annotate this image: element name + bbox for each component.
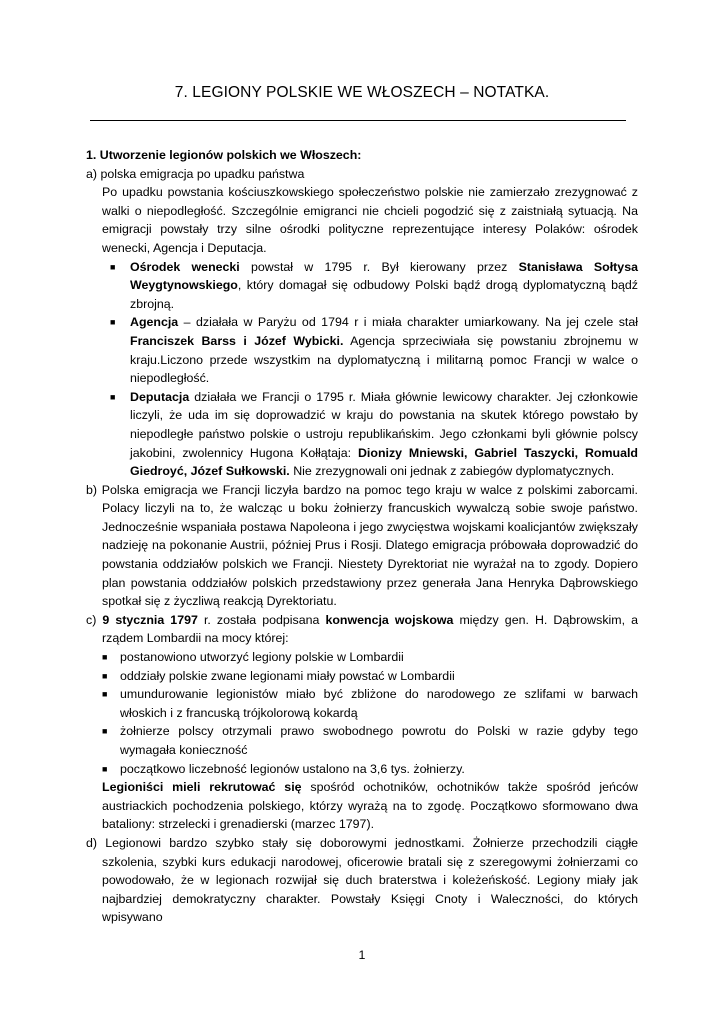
bold-term: Stanisława Sołtysa Weygtynowskiego bbox=[130, 259, 638, 293]
bold-term: Franciszek Barss i Józef Wybicki. bbox=[130, 333, 344, 348]
document-body bbox=[86, 146, 638, 927]
subsection-a-heading: a) polska emigracja po upadku państwa bbox=[86, 166, 305, 181]
subsection-c-continuation bbox=[86, 778, 638, 834]
list-text: działała we Francji o 1795 r. Miała głównie lewicowy charakter. Jej członkowie liczyli, że uda im się doprowadzić w kraju do powstania na skutek którego powstało by niepodległe państwo polskie o ustroju republikańskim. Jego członkami byli głównie polscy jakobini, zwolennicy Hugona Kołłątaja: bbox=[130, 389, 638, 460]
list-item bbox=[86, 685, 638, 722]
paragraph-text: r. została podpisana bbox=[197, 612, 326, 627]
list-item bbox=[86, 388, 638, 481]
list-item bbox=[86, 648, 638, 667]
list-text: powstał w 1795 r. Był kierowany przez bbox=[239, 259, 519, 274]
list-text: żołnierze polscy otrzymali prawo swobodnego powrotu do Polski w razie gdyby tego wymagała konieczność bbox=[120, 724, 638, 757]
list-item bbox=[86, 667, 638, 686]
bold-term: Agencja bbox=[130, 315, 179, 330]
list-text: – działała w Paryżu od 1794 r i miała charakter umiarkowany. Na jej czele stał bbox=[178, 315, 638, 330]
bold-term: Legioniści mieli rekrutować się bbox=[102, 780, 302, 795]
list-item bbox=[86, 258, 638, 314]
page-number: 1 bbox=[358, 948, 366, 962]
list-item bbox=[86, 760, 638, 779]
list-text: postanowiono utworzyć legiony polskie w Lombardii bbox=[120, 650, 404, 665]
list-text: początkowo liczebność legionów ustalono na 3,6 tys. żołnierzy. bbox=[120, 761, 465, 776]
square-bullet-icon: ■ bbox=[110, 391, 116, 402]
list-text: Agencja sprzeciwiała się powstaniu zbrojnemu w kraju.Liczono przede wszystkim na dyplomatyczną i militarną pomoc Francji w walce o niepodległość. bbox=[130, 333, 638, 386]
subsection-b-paragraph: b) Polska emigracja we Francji liczyła bardzo na pomoc tego kraju w walce z polskimi zaborcami. Polacy liczyli na to, że walcząc u boku żołnierzy francuskich wywalczą sobie swoje państwo. Jednocześnie wspaniała postawa Napoleona i jego zwycięstwa wojskami koalicjantów zwiększały nadzieję na pokonanie Austrii, później Prus i Rosji. Dlatego emigracja próbowała doprowadzić do powstania oddziałów polskich we Francji. Niestety Dyrektoriat nie wyrażał na to zgody. Dopiero plan powstania oddziałów polskich przedstawiony przez generała Jana Henryka Dąbrowskiego spotkał się z życzliwą reakcją Dyrektoriatu. bbox=[86, 482, 638, 609]
list-text: Nie zrezygnowali oni jednak z zabiegów dyplomatycznych. bbox=[289, 464, 615, 479]
page-title: 7. LEGIONY POLSKIE WE WŁOSZECH – NOTATKA. bbox=[174, 84, 550, 101]
list-item bbox=[86, 722, 638, 759]
square-bullet-icon: ■ bbox=[102, 652, 108, 663]
square-bullet-icon: ■ bbox=[102, 670, 108, 681]
bold-date: 9 stycznia 1797 bbox=[102, 612, 198, 627]
bold-term: konwencja wojskowa bbox=[325, 612, 454, 627]
subsection-c-paragraph bbox=[86, 611, 638, 648]
list-marker: c) bbox=[86, 612, 103, 627]
list-text: , który domagał się odbudowy Polski bądź drogą dyplomatyczną bądź zbrojną. bbox=[130, 278, 638, 311]
bold-term: Ośrodek wenecki bbox=[130, 259, 240, 274]
paragraph-text: spośród ochotników, ochotników także spośród jeńców austriackich pochodzenia polskiego, którzy wyrażą na to zgodę. Początkowo sformowano dwa bataliony: strzelecki i grenadierski (marzec 1797). bbox=[102, 780, 638, 832]
square-bullet-icon: ■ bbox=[102, 763, 108, 774]
square-bullet-icon: ■ bbox=[102, 726, 108, 737]
bold-term: Deputacja bbox=[130, 389, 190, 404]
list-text: oddziały polskie zwane legionami miały powstać w Lombardii bbox=[120, 668, 455, 683]
bold-term: Dionizy Mniewski, Gabriel Taszycki, Romuald Giedroyć, Józef Sułkowski. bbox=[130, 445, 638, 479]
subsection-a-paragraph: Po upadku powstania kościuszkowskiego społeczeństwo polskie nie zamierzało zrezygnować z walki o niepodległość. Szczególnie emigranci nie chcieli pogodzić się z zaistniałą sytuacją. Na emigracji powstały trzy silne ośrodki polityczne reprezentujące interesy Polaków: ośrodek wenecki, Agencja i Deputacja. bbox=[102, 185, 638, 255]
square-bullet-icon: ■ bbox=[110, 317, 116, 328]
section-heading: 1. Utworzenie legionów polskich we Włoszech: bbox=[86, 148, 362, 162]
subsection-d-paragraph: d) Legionowi bardzo szybko stały się doborowymi jednostkami. Żołnierze przechodzili ciągłe szkolenia, szybki kurs edukacji narodowej, oficerowie bratali się z szeregowymi żołnierzami co powodowało, że w legionach rozwijał się duch braterstwa i koleżeńskość. Legiony miały jak najbardziej demokratyczny charakter. Powstały Księgi Cnoty i Waleczności, do których wpisywano bbox=[86, 835, 638, 925]
list-item bbox=[86, 313, 638, 387]
title-underline bbox=[90, 120, 626, 121]
square-bullet-icon: ■ bbox=[110, 261, 116, 272]
paragraph-text: między gen. H. Dąbrowskim, a rządem Lombardii na mocy której: bbox=[102, 612, 638, 646]
square-bullet-icon: ■ bbox=[102, 689, 108, 700]
list-text: umundurowanie legionistów miało być zbliżone do narodowego ze szlifami w barwach włoskich i z francuską trójkolorową kokardą bbox=[120, 687, 638, 720]
